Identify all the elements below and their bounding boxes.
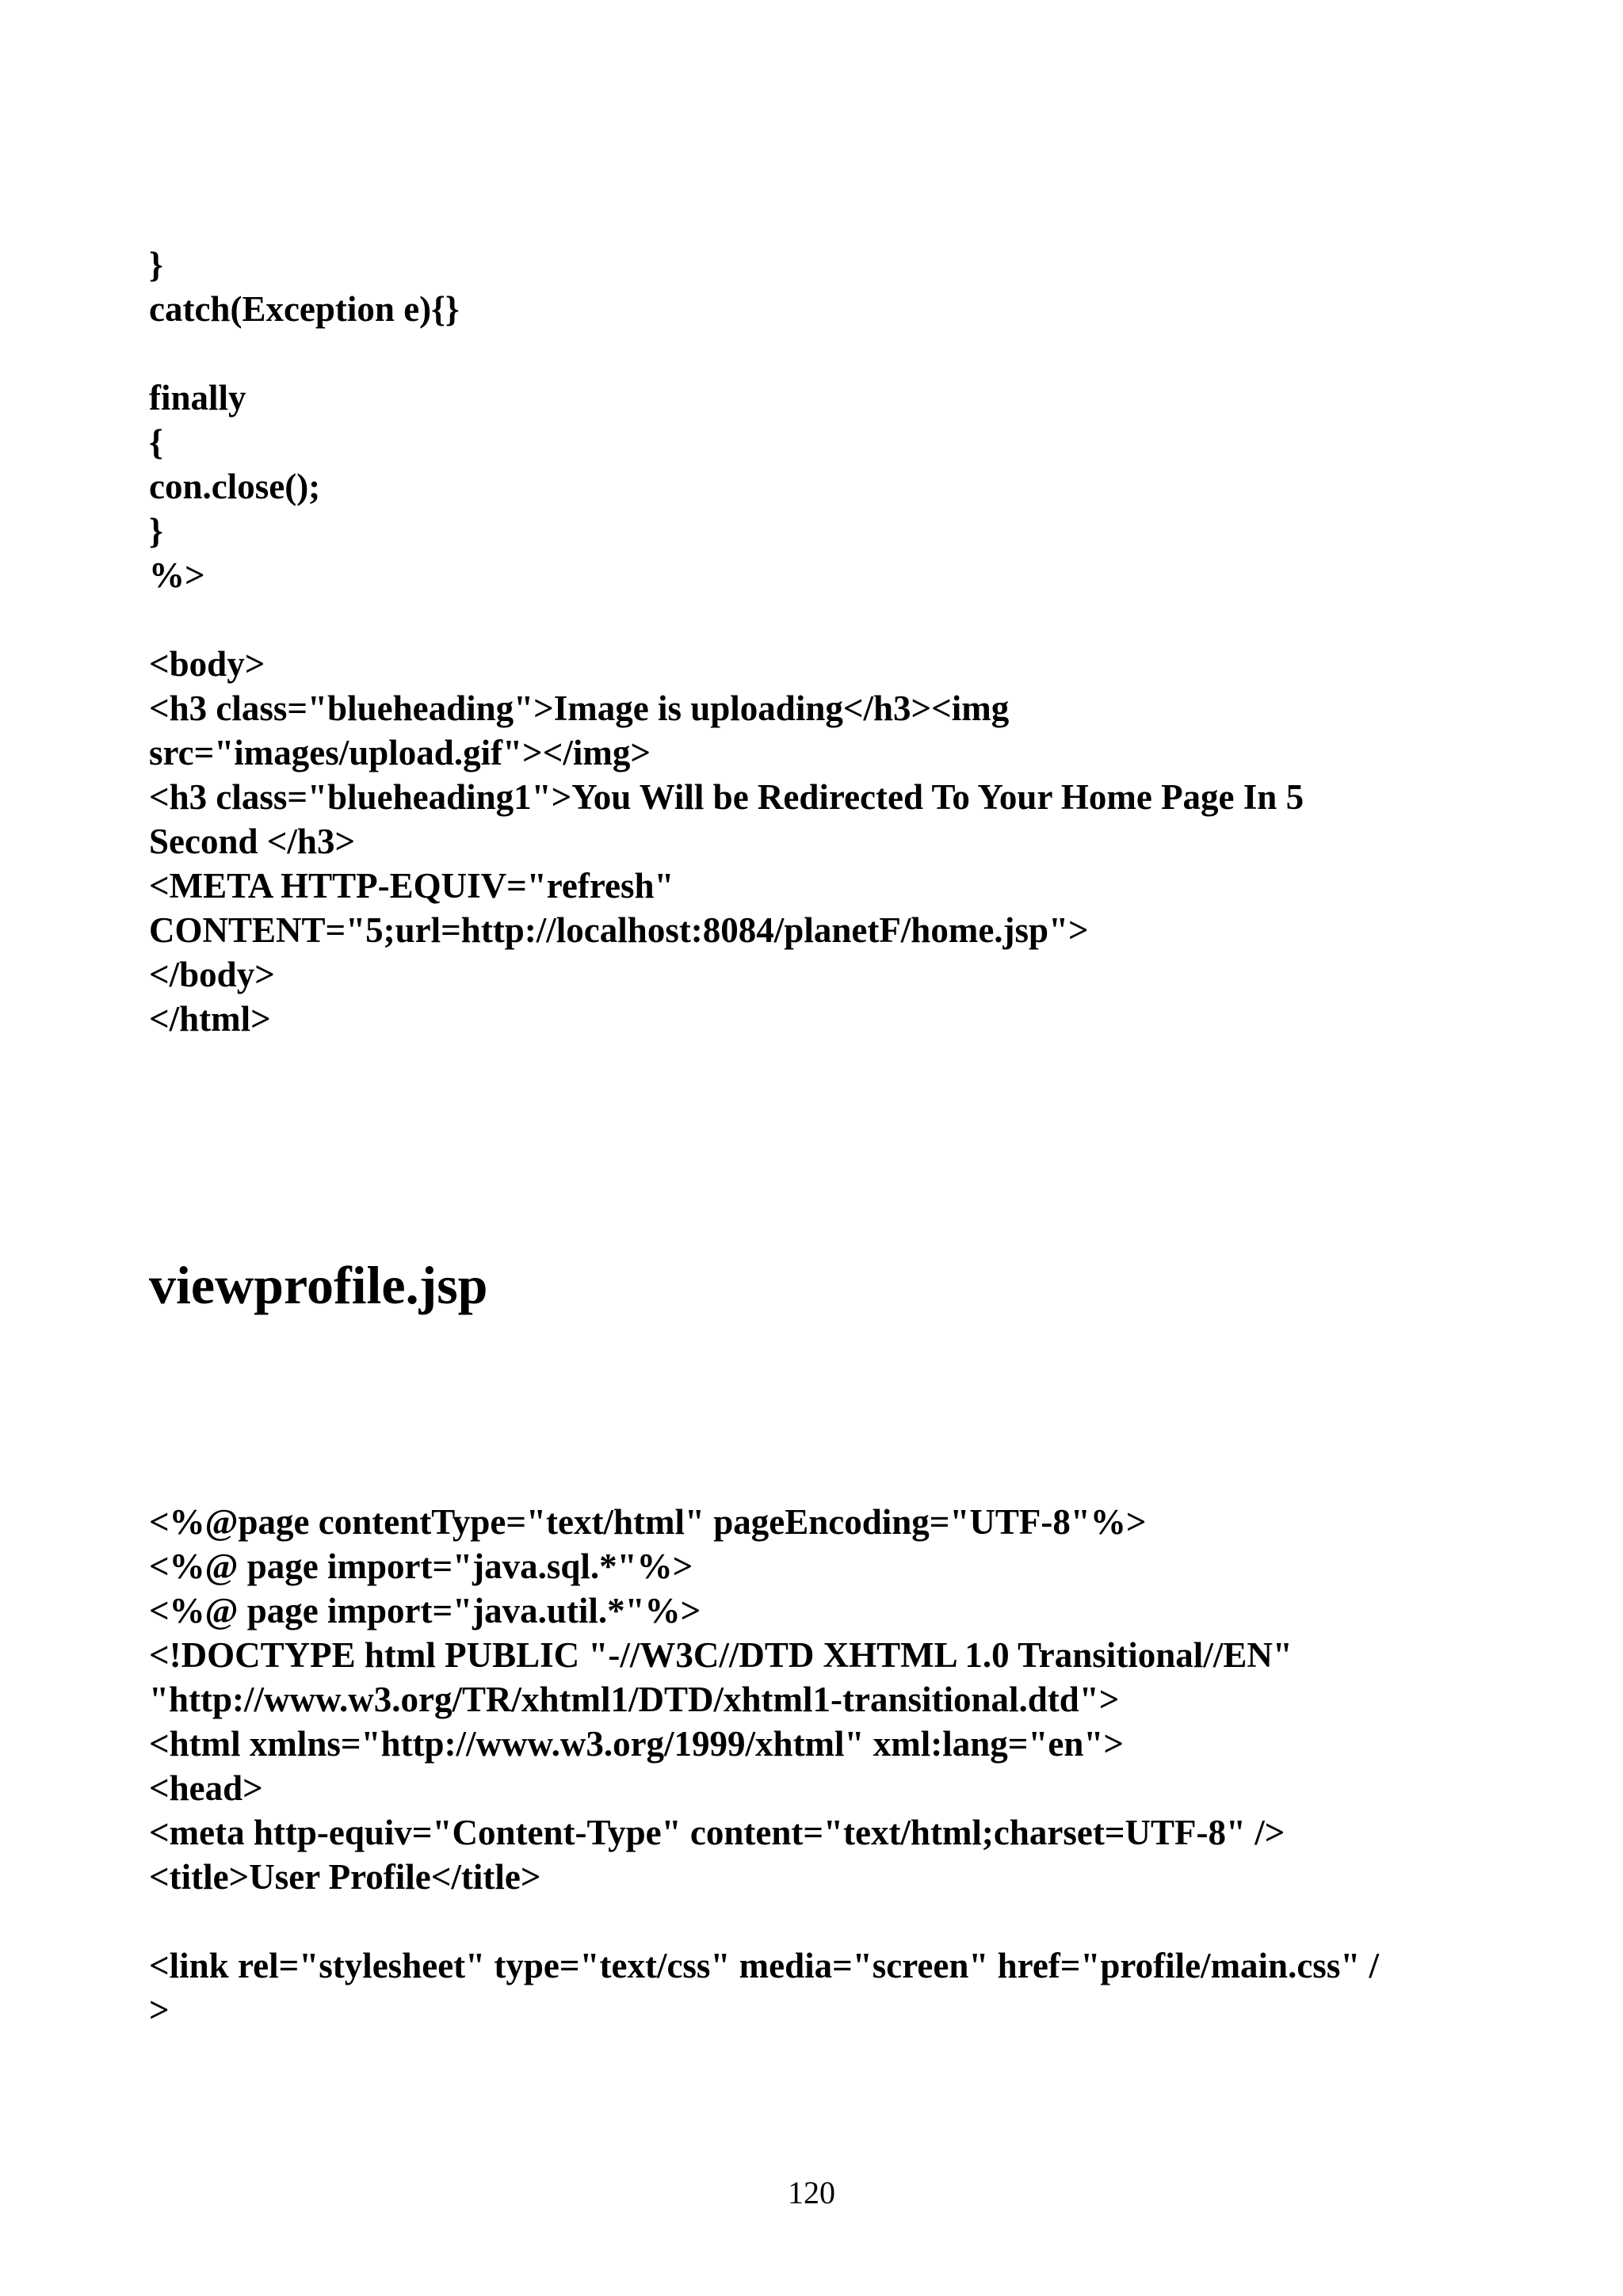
code-line: > (149, 1990, 170, 2030)
code-line: <title>User Profile</title> (149, 1857, 541, 1897)
code-line: <meta http-equiv="Content-Type" content="text/html;charset=UTF-8" /> (149, 1813, 1285, 1852)
code-line: </html> (149, 999, 271, 1039)
code-line (149, 597, 1304, 642)
code-line: <%@page contentType="text/html" pageEncoding="UTF-8"%> (149, 1502, 1147, 1542)
code-line: { (149, 422, 163, 462)
code-line: Second </h3> (149, 822, 356, 861)
code-block-upload (149, 242, 1304, 1041)
section-heading: viewprofile.jsp (149, 1255, 488, 1315)
code-line: %> (149, 555, 205, 595)
code-line: <!DOCTYPE html PUBLIC "-//W3C//DTD XHTML 1.0 Transitional//EN" (149, 1635, 1293, 1675)
page-number: 120 (788, 2175, 835, 2210)
code-line: <link rel="stylesheet" type="text/css" media="screen" href="profile/main.css" / (149, 1946, 1380, 1985)
code-line: <%@ page import="java.sql.*"%> (149, 1547, 693, 1586)
code-line: <META HTTP-EQUIV="refresh" (149, 866, 674, 906)
code-line: <h3 class="blueheading">Image is uploading</h3><img (149, 688, 1010, 728)
code-line: <h3 class="blueheading1">You Will be Redirected To Your Home Page In 5 (149, 777, 1304, 817)
code-line: } (149, 511, 163, 551)
code-line: } (149, 245, 163, 284)
code-line: "http://www.w3.org/TR/xhtml1/DTD/xhtml1-transitional.dtd"> (149, 1680, 1120, 1719)
code-line (149, 1899, 1379, 1943)
code-line: <%@ page import="java.util.*"%> (149, 1591, 701, 1630)
code-line: </body> (149, 955, 275, 994)
code-line: con.close(); (149, 467, 321, 506)
code-line (149, 331, 1304, 376)
code-line: <html xmlns="http://www.w3.org/1999/xhtml" xml:lang="en"> (149, 1724, 1125, 1764)
code-line: CONTENT="5;url=http://localhost:8084/planetF/home.jsp"> (149, 910, 1089, 950)
code-line: <head> (149, 1768, 263, 1808)
code-line: catch(Exception e){} (149, 289, 460, 329)
code-line: <body> (149, 644, 265, 684)
code-block-viewprofile (149, 1500, 1379, 2032)
code-line: finally (149, 378, 246, 418)
code-line: src="images/upload.gif"></img> (149, 733, 651, 772)
